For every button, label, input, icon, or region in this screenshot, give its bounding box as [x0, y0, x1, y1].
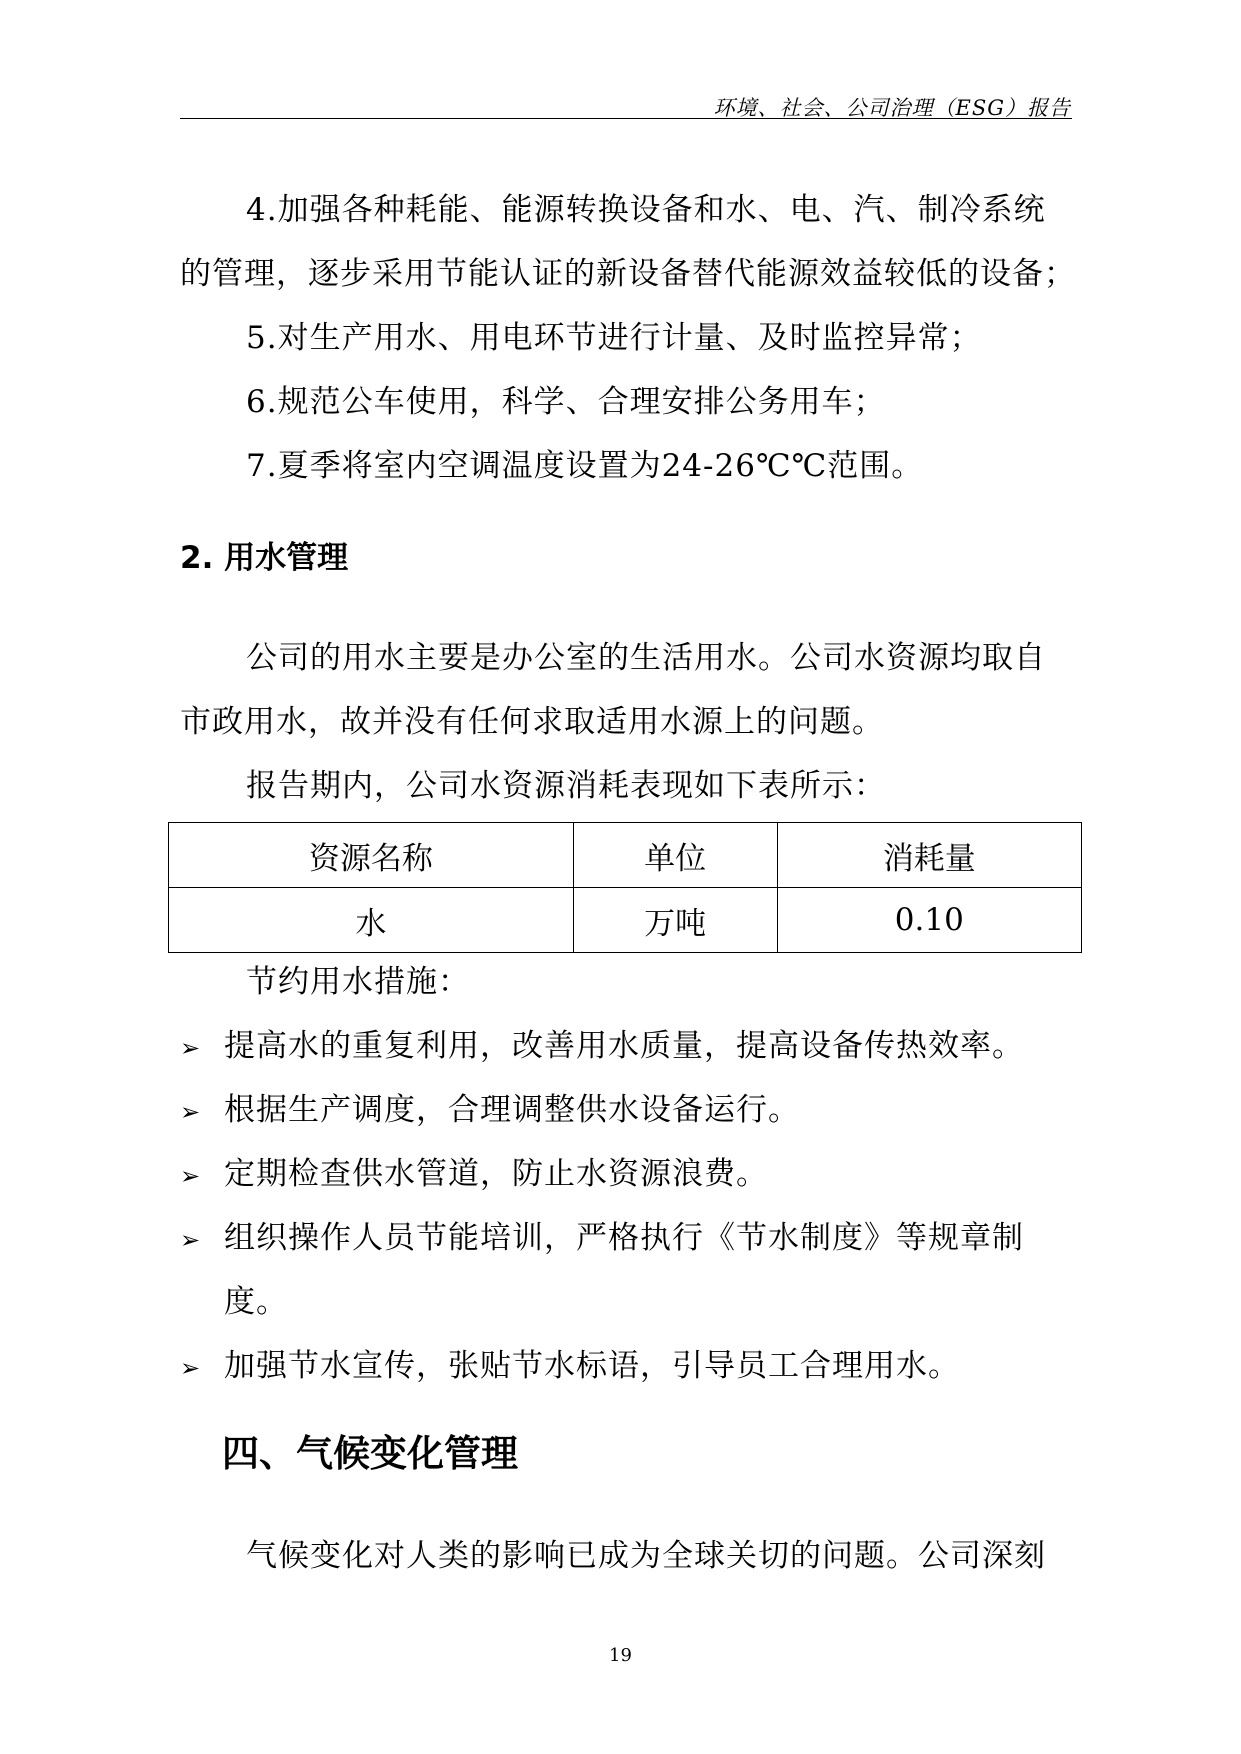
section-heading-water: 2. 用水管理: [180, 540, 349, 576]
page-number: 19: [609, 1645, 632, 1666]
bullet-text: 组织操作人员节能培训，严格执行《节水制度》等规章制: [224, 1220, 1024, 1256]
table-header-row: [169, 823, 1082, 888]
list-item: [180, 1026, 1024, 1068]
water-table-intro: 报告期内，公司水资源消耗表现如下表所示：: [246, 768, 886, 804]
arrow-bullet-icon: ➢: [180, 1354, 202, 1382]
climate-para-line-1: 气候变化对人类的影响已成为全球关切的问题。公司深刻: [246, 1538, 1046, 1574]
bullet-text: 根据生产调度，合理调整供水设备运行。: [224, 1092, 800, 1128]
water-consumption-table: [168, 822, 1082, 953]
table-cell: 水: [169, 888, 574, 953]
table-row: [169, 888, 1082, 953]
running-header: 环境、社会、公司治理（ESG）报告: [713, 96, 1071, 120]
list-item: [180, 1218, 1024, 1260]
measure-item-7: 7.夏季将室内空调温度设置为24-26℃℃范围。: [246, 448, 924, 484]
list-item: [180, 1090, 800, 1132]
table-header-cell: 消耗量: [777, 823, 1081, 888]
table-cell: 万吨: [573, 888, 777, 953]
arrow-bullet-icon: ➢: [180, 1226, 202, 1254]
table-cell: 0.10: [777, 888, 1081, 953]
measure-item-5: 5.对生产用水、用电环节进行计量、及时监控异常；: [246, 320, 982, 356]
arrow-bullet-icon: ➢: [180, 1034, 202, 1062]
list-item: [180, 1154, 768, 1196]
measure-item-6: 6.规范公车使用，科学、合理安排公务用车；: [246, 384, 886, 420]
water-para-line-2: 市政用水，故并没有任何求取适用水源上的问题。: [180, 704, 884, 740]
bullet-continuation: 度。: [224, 1284, 288, 1320]
table-header-cell: 资源名称: [169, 823, 574, 888]
water-para-line-1: 公司的用水主要是办公室的生活用水。公司水资源均取自: [246, 640, 1046, 676]
chapter-heading-climate: 四、气候变化管理: [222, 1432, 518, 1475]
header-rule: [180, 118, 1072, 119]
arrow-bullet-icon: ➢: [180, 1162, 202, 1190]
bullet-text: 提高水的重复利用，改善用水质量，提高设备传热效率。: [224, 1028, 1024, 1064]
measure-item-4-line-1: 4.加强各种耗能、能源转换设备和水、电、汽、制冷系统: [246, 192, 1046, 228]
measure-item-4-line-2: 的管理，逐步采用节能认证的新设备替代能源效益较低的设备；: [180, 256, 1076, 292]
bullet-text: 定期检查供水管道，防止水资源浪费。: [224, 1156, 768, 1192]
bullet-text: 加强节水宣传，张贴节水标语，引导员工合理用水。: [224, 1348, 960, 1384]
table-header-cell: 单位: [573, 823, 777, 888]
saving-intro: 节约用水措施：: [246, 964, 470, 1000]
arrow-bullet-icon: ➢: [180, 1098, 202, 1126]
list-item: [180, 1346, 960, 1388]
